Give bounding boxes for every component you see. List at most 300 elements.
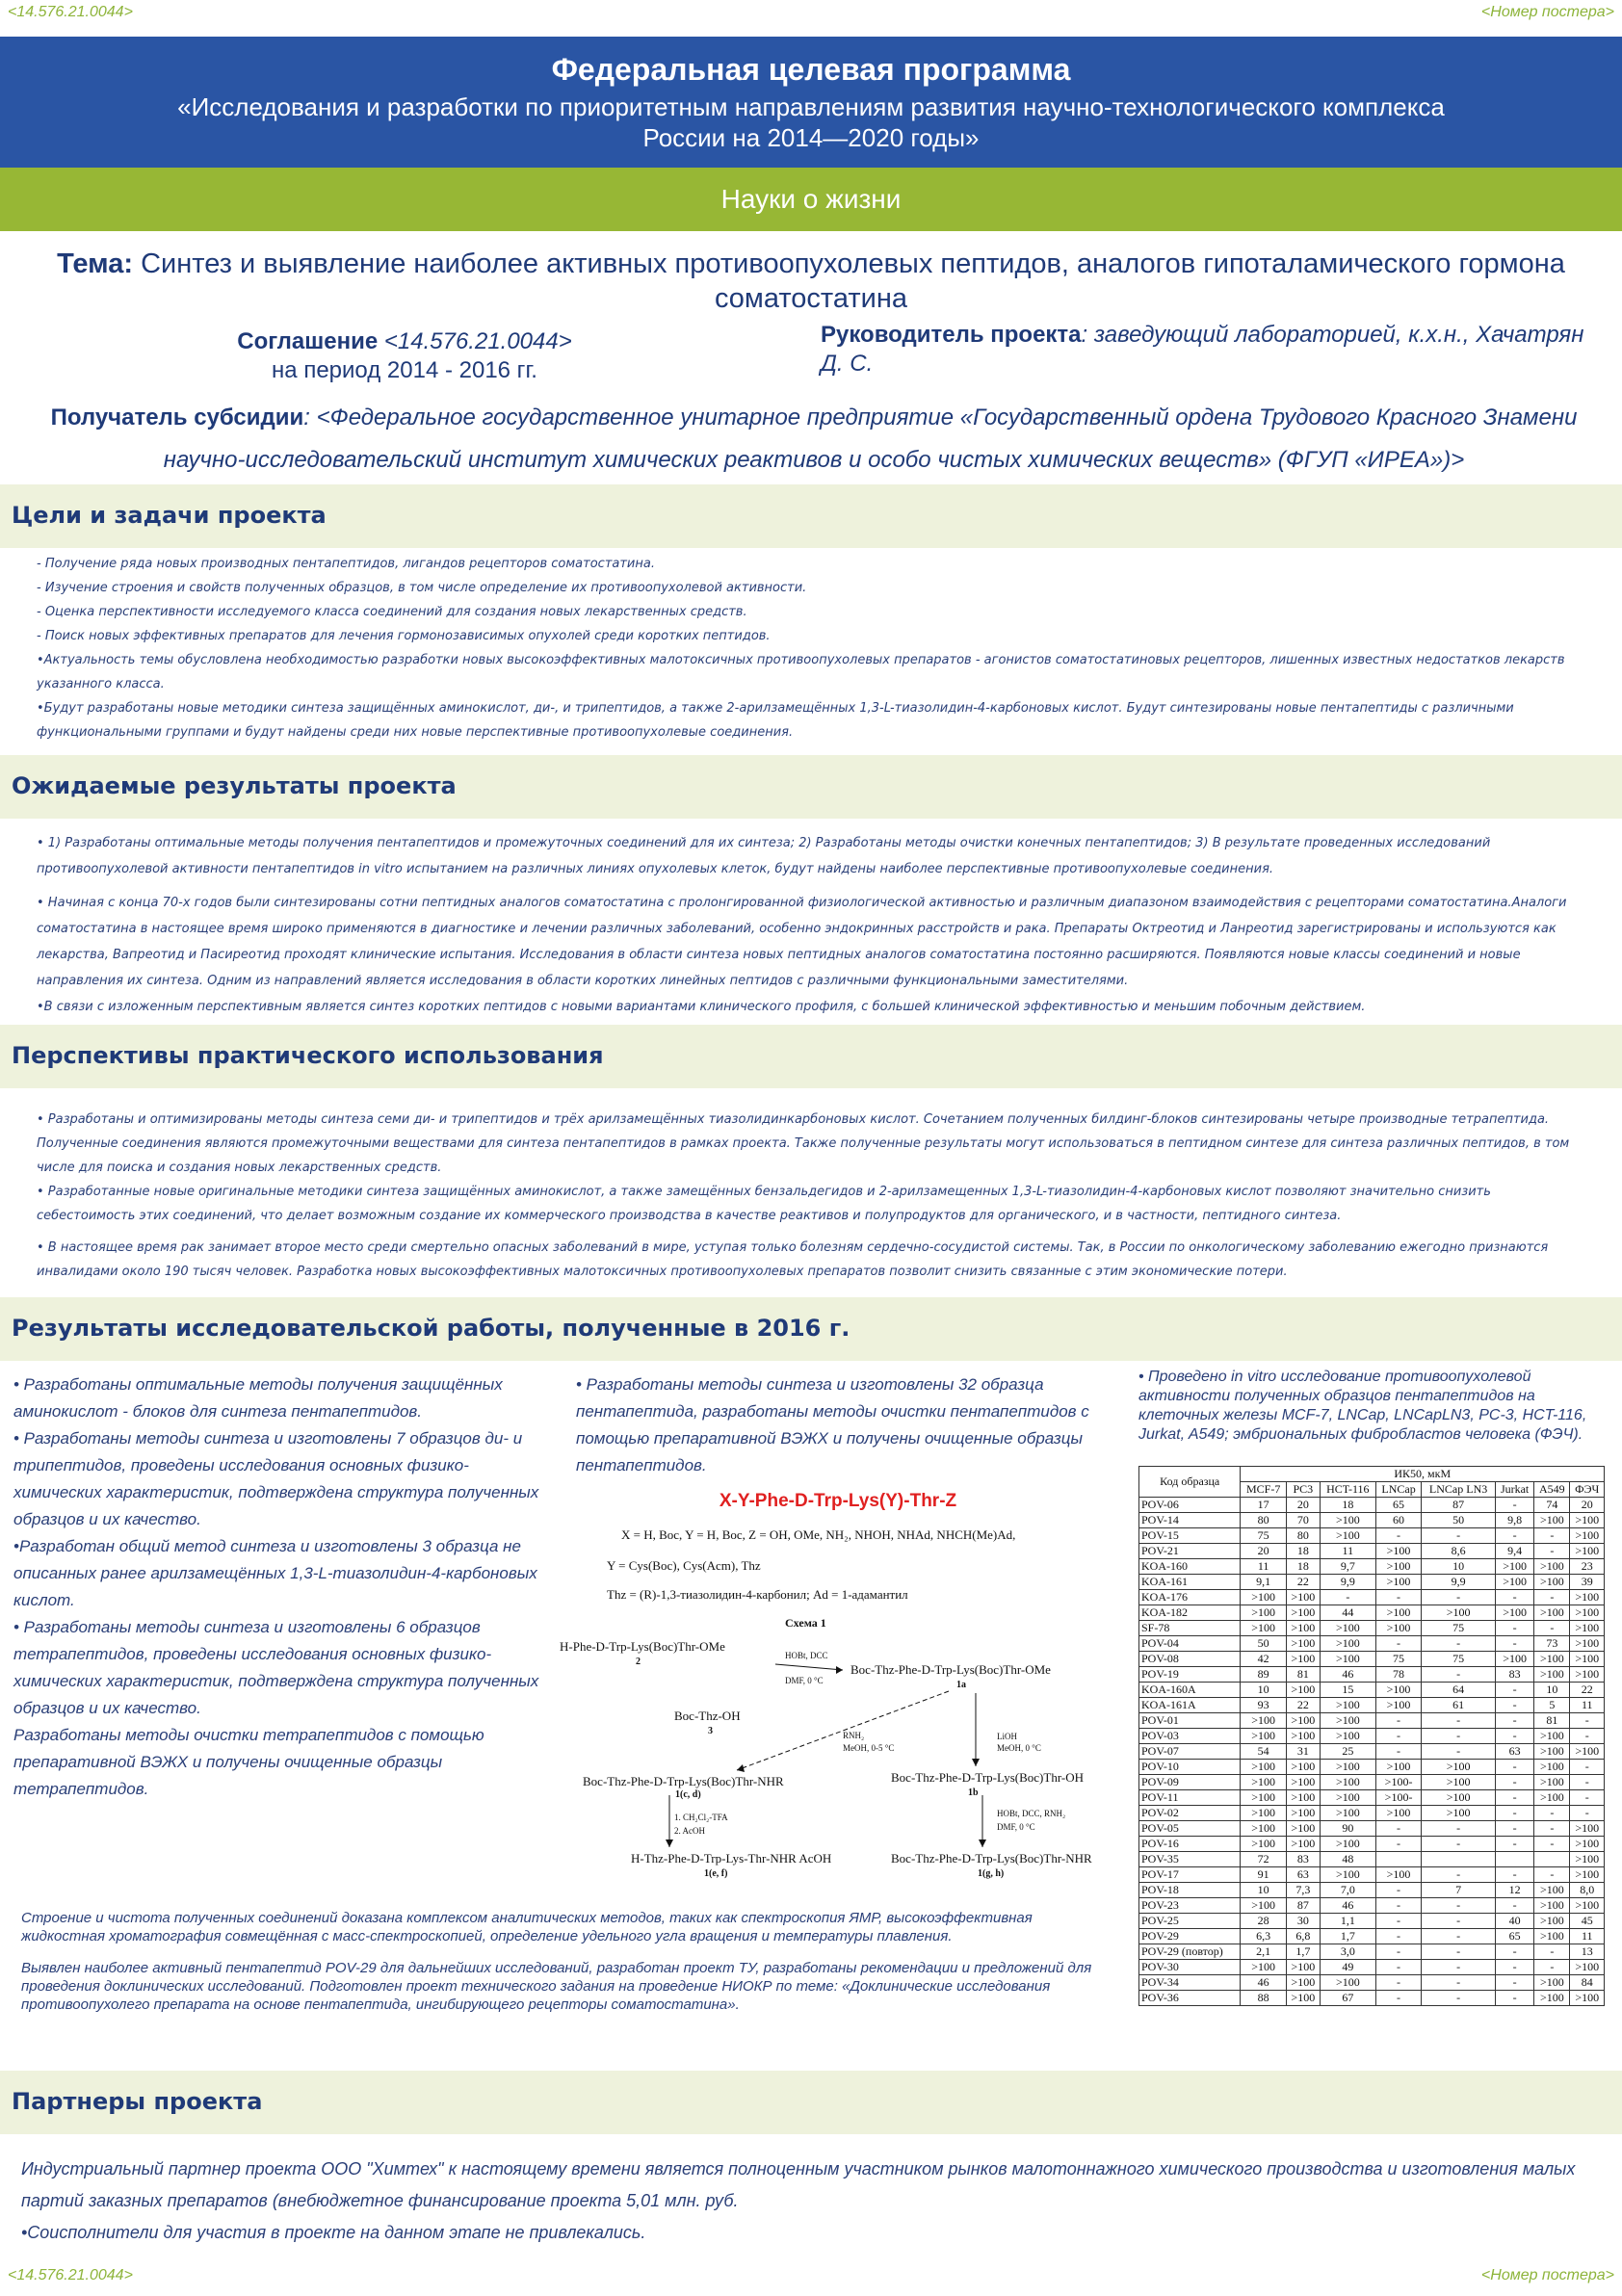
table-cell: 18	[1320, 1498, 1375, 1513]
table-row	[1139, 1652, 1605, 1667]
table-cell: >100	[1570, 1605, 1605, 1621]
table-cell: >100	[1286, 1760, 1320, 1775]
table-cell: -	[1570, 1729, 1605, 1744]
table-cell: 63	[1495, 1744, 1533, 1760]
table-cell: -	[1375, 1914, 1421, 1929]
table-cell: >100	[1286, 1775, 1320, 1790]
table-cell: >100	[1534, 1883, 1570, 1898]
table-cell-code: POV-05	[1139, 1821, 1241, 1837]
table-cell: 60	[1375, 1513, 1421, 1528]
table-cell: 49	[1320, 1960, 1375, 1975]
table-cell: -	[1375, 1991, 1421, 2006]
table-cell: >100	[1534, 1744, 1570, 1760]
table-cell-code: POV-34	[1139, 1975, 1241, 1991]
list-item: Выявлен наиболее активный пентапептид POV-29 для дальнейших исследований, разработан проект ТУ, разработаны рекомендации и предложений для проведения доклинических исследований. Подготовлен проект технического задания на проведение НИОКР по теме: «Доклинические исследования противоопухолего препарата на основе пентапептида, ингибирующего рецепторы соматостатина».	[21, 1960, 1092, 2013]
table-cell: 72	[1241, 1852, 1286, 1867]
table-cell: 28	[1241, 1914, 1286, 1929]
table-cell: 6,8	[1286, 1929, 1320, 1944]
table-cell: 7,3	[1286, 1883, 1320, 1898]
table-cell: -	[1570, 1806, 1605, 1821]
table-cell: >100	[1375, 1760, 1421, 1775]
reagent-1a: HOBt, DCC	[785, 1651, 828, 1660]
table-cell: >100	[1320, 1513, 1375, 1528]
partners-list	[21, 2153, 1601, 2249]
reagent-1b: DMF, 0 °C	[785, 1676, 824, 1685]
table-cell: -	[1422, 1729, 1496, 1744]
table-cell: -	[1534, 1867, 1570, 1883]
table-cell: >100	[1422, 1775, 1496, 1790]
table-cell: 20	[1570, 1498, 1605, 1513]
table-cell: -	[1375, 1975, 1421, 1991]
table-cell: -	[1534, 1621, 1570, 1636]
table-cell-code: POV-11	[1139, 1790, 1241, 1806]
list-item: • Разработаны оптимальные методы получения защищённых аминокислот - блоков для синтеза пентапептидов.	[13, 1375, 503, 1421]
table-cell: >100	[1286, 1636, 1320, 1652]
table-cell: >100	[1375, 1698, 1421, 1713]
results-bottom-text	[21, 1909, 1119, 2014]
table-cell: -	[1495, 1821, 1533, 1837]
table-cell-code: POV-15	[1139, 1528, 1241, 1544]
table-row	[1139, 1575, 1605, 1590]
table-cell: 15	[1320, 1683, 1375, 1698]
table-cell-code: POV-06	[1139, 1498, 1241, 1513]
recipient-label: Получатель субсидии	[50, 404, 304, 430]
table-cell: 75	[1241, 1528, 1286, 1544]
table-cell: -	[1534, 1544, 1570, 1559]
scheme-legend-2: Y = Cys(Boc), Cys(Acm), Thz	[607, 1558, 761, 1573]
table-cell: 50	[1422, 1513, 1496, 1528]
section-results-title: Результаты исследовательской работы, полученные в 2016 г.	[12, 1315, 850, 1342]
table-cell: 80	[1286, 1528, 1320, 1544]
table-row	[1139, 1698, 1605, 1713]
table-cell: >100	[1375, 1544, 1421, 1559]
table-cell: 91	[1241, 1867, 1286, 1883]
table-cell: -	[1375, 1883, 1421, 1898]
program-title: Федеральная целевая программа	[551, 52, 1071, 87]
table-row	[1139, 1898, 1605, 1914]
table-cell: 48	[1320, 1852, 1375, 1867]
table-cell: >100	[1286, 1806, 1320, 1821]
table-cell: 10	[1241, 1883, 1286, 1898]
table-row	[1139, 1544, 1605, 1559]
table-cell: 89	[1241, 1667, 1286, 1683]
table-cell: -	[1534, 1837, 1570, 1852]
table-cell-code: KOA-160	[1139, 1559, 1241, 1575]
table-cell: -	[1375, 1821, 1421, 1837]
table-row	[1139, 1914, 1605, 1929]
table-cell: >100	[1495, 1575, 1533, 1590]
list-item: Индустриальный партнер проекта ООО "Химтех" к настоящему времени является полноценным участником рынков малотоннажного химического производства и изготовления малых партий заказных препаратов (внебюджетное финансирование проекта 5,01 млн. руб.	[21, 2159, 1576, 2210]
compound-1ef: H-Thz-Phe-D-Trp-Lys-Thr-NHR AcOH	[631, 1851, 832, 1866]
table-cell: -	[1570, 1790, 1605, 1806]
ic50-table	[1138, 1466, 1605, 2006]
table-row	[1139, 1744, 1605, 1760]
table-row	[1139, 1636, 1605, 1652]
table-column-header: MCF-7	[1241, 1482, 1286, 1498]
table-cell	[1422, 1852, 1496, 1867]
table-cell: -	[1534, 1590, 1570, 1605]
topic	[29, 247, 1593, 316]
table-cell: 44	[1320, 1605, 1375, 1621]
table-cell: 61	[1422, 1698, 1496, 1713]
table-cell: >100-	[1375, 1775, 1421, 1790]
table-cell: >100	[1320, 1790, 1375, 1806]
table-cell-code: POV-03	[1139, 1729, 1241, 1744]
table-cell-code: POV-18	[1139, 1883, 1241, 1898]
project-leader	[821, 321, 1591, 378]
table-cell: >100	[1375, 1559, 1421, 1575]
table-cell: -	[1375, 1960, 1421, 1975]
table-cell: 10	[1422, 1559, 1496, 1575]
list-item: - Изучение строения и свойств полученных образцов, в том числе определение их противоопухолевой активности.	[37, 581, 807, 595]
table-cell: -	[1375, 1929, 1421, 1944]
table-cell: 11	[1570, 1698, 1605, 1713]
reagent-2b: MeOH, 0-5 °C	[843, 1743, 895, 1753]
table-cell: -	[1495, 1790, 1533, 1806]
table-cell: >100	[1422, 1760, 1496, 1775]
table-cell: >100	[1375, 1683, 1421, 1698]
list-item: •Будут разработаны новые методики синтеза защищённых аминокислот, ди-, и трипептидов, а также 2-арилзамещённых 1,3-L-тиазолидин-4-карбоновых кислот. Будут синтезированы новые пентапептиды с различными функциональными группами и будут найдены среди них новые перспективные противоопухолевые соединения.	[37, 701, 1514, 740]
table-cell: 9,9	[1320, 1575, 1375, 1590]
table-row	[1139, 1883, 1605, 1898]
table-cell: -	[1534, 1821, 1570, 1837]
table-cell: >100	[1422, 1790, 1496, 1806]
reagent-5b: DMF, 0 °C	[997, 1822, 1035, 1832]
subsidy-recipient	[19, 397, 1609, 482]
agreement	[154, 327, 655, 385]
table-cell: 81	[1286, 1667, 1320, 1683]
table-row	[1139, 1621, 1605, 1636]
table-cell: 64	[1422, 1683, 1496, 1698]
poster-id-top-left: <14.576.21.0044>	[8, 4, 133, 20]
table-cell: >100	[1570, 1852, 1605, 1867]
table-cell: -	[1422, 1991, 1496, 2006]
table-row	[1139, 1528, 1605, 1544]
section-expected-title: Ожидаемые результаты проекта	[12, 772, 457, 799]
table-cell: -	[1375, 1528, 1421, 1544]
table-cell: >100	[1286, 1837, 1320, 1852]
table-cell	[1375, 1852, 1421, 1867]
table-cell: >100	[1534, 1667, 1570, 1683]
table-cell: >100	[1286, 1713, 1320, 1729]
scheme-formula-title: X-Y-Phe-D-Trp-Lys(Y)-Thr-Z	[719, 1491, 957, 1511]
table-cell: >100	[1286, 1975, 1320, 1991]
table-cell: 3,0	[1320, 1944, 1375, 1960]
table-cell: -	[1422, 1528, 1496, 1544]
table-cell: -	[1495, 1898, 1533, 1914]
table-cell: 6,3	[1241, 1929, 1286, 1944]
table-cell: >100	[1320, 1713, 1375, 1729]
table-cell: 84	[1570, 1975, 1605, 1991]
list-item: •В связи с изложенным перспективным является синтез коротких пептидов с новыми вариантами клинического профиля, с большей клинической эффективностью и меньшим побочным действием.	[37, 1000, 1366, 1014]
table-cell: -	[1375, 1713, 1421, 1729]
table-cell: >100	[1286, 1652, 1320, 1667]
table-cell-code: POV-19	[1139, 1667, 1241, 1683]
table-cell: >100	[1241, 1960, 1286, 1975]
list-item: • Разработанные новые оригинальные методики синтеза защищённых аминокислот, а также замещённых бензальдегидов и 2-арилзамещенных 1,3-L-тиазолидин-4-карбоновых кислот позволяют значительно снизить себестоимость этих соединений, что делает возможным создание их коммерческого производства в качестве реактивов и полупродуктов для органического, и в частности, пептидного синтеза.	[37, 1185, 1491, 1223]
table-cell: >100	[1495, 1652, 1533, 1667]
table-cell: -	[1422, 1667, 1496, 1683]
table-cell: >100	[1534, 1652, 1570, 1667]
table-cell: >100	[1534, 1914, 1570, 1929]
table-row	[1139, 1975, 1605, 1991]
table-cell-code: POV-01	[1139, 1713, 1241, 1729]
scheme-legend-3: Thz = (R)-1,3-тиазолидин-4-карбонил; Ad = 1-адамантил	[607, 1587, 908, 1602]
table-cell: 30	[1286, 1914, 1320, 1929]
poster-number-top-right: <Номер постера>	[1480, 4, 1614, 20]
table-row	[1139, 1991, 1605, 2006]
table-cell: -	[1375, 1590, 1421, 1605]
table-cell: >100	[1570, 1898, 1605, 1914]
table-cell: >100	[1534, 1975, 1570, 1991]
poster-number-bottom-right: <Номер постера>	[1480, 2267, 1614, 2283]
table-cell: 80	[1241, 1513, 1286, 1528]
list-item: Разработаны методы очистки тетрапептидов с помощью препаративной ВЭЖХ и получены очищенные образцы тетрапептидов.	[13, 1726, 484, 1798]
table-cell-code: POV-36	[1139, 1991, 1241, 2006]
table-cell: 5	[1534, 1698, 1570, 1713]
table-cell-code: POV-07	[1139, 1744, 1241, 1760]
table-cell: -	[1422, 1929, 1496, 1944]
goals-list	[37, 552, 1578, 744]
table-cell: -	[1375, 1744, 1421, 1760]
agreement-label: Соглашение	[237, 328, 379, 354]
table-head-group: ИК50, мкМ	[1241, 1467, 1605, 1482]
compound-2: H-Phe-D-Trp-Lys(Boc)Thr-OMe	[560, 1639, 725, 1654]
table-cell: >100	[1570, 1837, 1605, 1852]
compound-1cd: Boc-Thz-Phe-D-Trp-Lys(Boc)Thr-NHR	[583, 1774, 784, 1788]
table-cell: -	[1495, 1775, 1533, 1790]
list-item: • Разработаны методы синтеза и изготовлены 6 образцов тетрапептидов, проведены исследования основных физико-химических характеристик, подтверждена структура полученных образцов и их качество.	[13, 1618, 539, 1717]
scheme-legend-1: X = H, Boc, Y = H, Boc, Z = OH, OMe, NH₂, NHOH, NHAd, NHCH(Me)Ad,	[621, 1527, 1016, 1542]
table-cell: >100	[1570, 1636, 1605, 1652]
section-goals-title: Цели и задачи проекта	[12, 502, 327, 529]
table-cell: >100	[1241, 1790, 1286, 1806]
results-mid-text: • Разработаны методы синтеза и изготовлены 32 образца пентапептида, разработаны методы очистки пентапептидов с помощью препаративной ВЭЖХ и получены очищенные образцы пентапептидов.	[576, 1375, 1089, 1474]
list-item: - Оценка перспективности исследуемого класса соединений для создания новых лекарственных средств.	[37, 605, 747, 619]
section-results	[0, 1297, 1622, 1361]
table-cell: 40	[1495, 1914, 1533, 1929]
table-cell-code: POV-29 (повтор)	[1139, 1944, 1241, 1960]
table-cell: 7	[1422, 1883, 1496, 1898]
table-cell: >100	[1570, 1544, 1605, 1559]
table-cell: -	[1495, 1713, 1533, 1729]
table-row	[1139, 1760, 1605, 1775]
table-row	[1139, 1590, 1605, 1605]
table-cell-code: KOA-182	[1139, 1605, 1241, 1621]
table-row	[1139, 1806, 1605, 1821]
table-cell: >100	[1534, 1559, 1570, 1575]
table-cell: >100	[1286, 1590, 1320, 1605]
table-cell: 7,0	[1320, 1883, 1375, 1898]
table-cell: -	[1570, 1713, 1605, 1729]
table-cell: 13	[1570, 1944, 1605, 1960]
table-cell: -	[1495, 1991, 1533, 2006]
table-cell: 81	[1534, 1713, 1570, 1729]
compound-1b-num: 1b	[968, 1787, 979, 1798]
table-cell: -	[1495, 1729, 1533, 1744]
table-cell: 83	[1495, 1667, 1533, 1683]
table-cell: 78	[1375, 1667, 1421, 1683]
table-cell: -	[1422, 1636, 1496, 1652]
table-cell: 88	[1241, 1991, 1286, 2006]
table-cell: 45	[1570, 1914, 1605, 1929]
table-cell: >100	[1375, 1867, 1421, 1883]
table-cell-code: SF-78	[1139, 1621, 1241, 1636]
table-cell-code: POV-25	[1139, 1914, 1241, 1929]
table-cell: 75	[1422, 1621, 1496, 1636]
table-column-header: Jurkat	[1495, 1482, 1533, 1498]
table-row	[1139, 1944, 1605, 1960]
table-cell	[1534, 1852, 1570, 1867]
table-cell: 10	[1241, 1683, 1286, 1698]
list-item: •Соисполнители для участия в проекте на данном этапе не привлекались.	[21, 2223, 646, 2242]
table-cell: -	[1534, 1944, 1570, 1960]
table-cell: >100	[1286, 1683, 1320, 1698]
scheme-arrows	[554, 1485, 1132, 1890]
table-cell: 1,1	[1320, 1914, 1375, 1929]
table-column-header: HCT-116	[1320, 1482, 1375, 1498]
topic-label: Тема:	[57, 248, 134, 279]
table-cell: -	[1422, 1960, 1496, 1975]
table-cell-code: POV-10	[1139, 1760, 1241, 1775]
table-cell: -	[1495, 1590, 1533, 1605]
table-cell: >100	[1422, 1806, 1496, 1821]
table-cell: >100	[1570, 1513, 1605, 1528]
table-cell: >100	[1534, 1775, 1570, 1790]
section-partners	[0, 2071, 1622, 2134]
section-expected	[0, 755, 1622, 819]
table-cell: 11	[1320, 1544, 1375, 1559]
section-goals	[0, 484, 1622, 548]
table-cell: 65	[1375, 1498, 1421, 1513]
table-cell: 8,0	[1570, 1883, 1605, 1898]
table-cell: >100	[1534, 1790, 1570, 1806]
table-cell: >100	[1241, 1806, 1286, 1821]
list-item: • Разработаны методы синтеза и изготовлены 7 образцов ди- и трипептидов, проведены исследования основных физико-химических характеристик, подтверждена структура полученных образцов и их качество.	[13, 1429, 539, 1528]
list-item: •Разработан общий метод синтеза и изготовлены 3 образца не описанных ранее арилзамещённых 1,3-L-тиазолидин-4-карбоновых кислот.	[13, 1537, 537, 1609]
table-cell: 1,7	[1286, 1944, 1320, 1960]
table-row	[1139, 1790, 1605, 1806]
table-cell: >100	[1320, 1729, 1375, 1744]
arrow-to-1gh-head	[979, 1839, 986, 1847]
table-cell-code: POV-08	[1139, 1652, 1241, 1667]
table-cell: 39	[1570, 1575, 1605, 1590]
table-cell: >100	[1534, 1605, 1570, 1621]
compound-1a: Boc-Thz-Phe-D-Trp-Lys(Boc)Thr-OMe	[850, 1662, 1051, 1677]
table-cell: >100	[1570, 1991, 1605, 2006]
table-cell: 11	[1241, 1559, 1286, 1575]
table-cell-code: POV-35	[1139, 1852, 1241, 1867]
reagent-5a: HOBt, DCC, RNH₂	[997, 1809, 1066, 1818]
prospects-list	[37, 1108, 1578, 1284]
results-right-intro: • Проведено in vitro исследование противоопухолевой активности полученных образцов пентапептидов на клеточных железы MCF-7, LNCap, LNCapLN3, PC-3, HCT-116, Jurkat, A549; эмбриональных фибробластов человека (ФЭЧ).	[1138, 1369, 1587, 1443]
table-cell: 9,4	[1495, 1544, 1533, 1559]
table-cell: -	[1422, 1744, 1496, 1760]
table-row	[1139, 1513, 1605, 1528]
table-cell: >100	[1570, 1867, 1605, 1883]
table-cell: 67	[1320, 1991, 1375, 2006]
table-cell: 8,6	[1422, 1544, 1496, 1559]
table-cell: 22	[1570, 1683, 1605, 1698]
table-row	[1139, 1667, 1605, 1683]
table-row	[1139, 1821, 1605, 1837]
table-head-code: Код образца	[1139, 1467, 1241, 1498]
table-cell: -	[1422, 1975, 1496, 1991]
recipient-text: : <Федеральное государственное унитарное предприятие «Государственный ордена Трудового Красного Знамени научно-исследовательский институт химических реактивов и особо чистых химических веществ» (ФГУП «ИРЕА»)>	[163, 404, 1578, 473]
table-cell: >100	[1570, 1528, 1605, 1544]
table-cell: -	[1422, 1713, 1496, 1729]
leader-label: Руководитель проекта	[821, 322, 1082, 348]
table-cell-code: KOA-176	[1139, 1590, 1241, 1605]
table-cell: >100	[1534, 1729, 1570, 1744]
table-cell-code: POV-21	[1139, 1544, 1241, 1559]
arrow-to-1cd	[737, 1691, 949, 1770]
table-cell: >100	[1570, 1960, 1605, 1975]
compound-1gh-num: 1(g, h)	[978, 1868, 1005, 1879]
table-cell: >100	[1241, 1898, 1286, 1914]
table-cell: >100	[1241, 1821, 1286, 1837]
table-cell: >100	[1241, 1590, 1286, 1605]
list-item: - Поиск новых эффективных препаратов для лечения гормонозависимых опухолей среди коротких пептидов.	[37, 629, 771, 643]
table-cell: 87	[1286, 1898, 1320, 1914]
list-item: - Получение ряда новых производных пентапептидов, лигандов рецепторов соматостатина.	[37, 557, 655, 571]
agreement-number: <14.576.21.0044>	[383, 328, 572, 354]
table-row	[1139, 1837, 1605, 1852]
table-cell: -	[1422, 1914, 1496, 1929]
arrow-to-1a-head	[836, 1666, 843, 1674]
table-cell: -	[1570, 1760, 1605, 1775]
table-cell: -	[1422, 1867, 1496, 1883]
table-row	[1139, 1960, 1605, 1975]
table-cell: >100	[1320, 1652, 1375, 1667]
table-cell: -	[1495, 1498, 1533, 1513]
reagent-3b: MeOH, 0 °C	[997, 1743, 1041, 1753]
table-cell: 9,8	[1495, 1513, 1533, 1528]
table-cell: 50	[1241, 1636, 1286, 1652]
table-cell: -	[1495, 1683, 1533, 1698]
table-cell: >100	[1320, 1867, 1375, 1883]
table-cell-code: POV-09	[1139, 1775, 1241, 1790]
table-cell: -	[1375, 1729, 1421, 1744]
list-item: • В настоящее время рак занимает второе место среди смертельно опасных заболеваний в мире, уступая только болезням сердечно-сосудистой системы. Так, в России по онкологическому заболеванию ежегодно признаются инвалидами около 190 тысяч человек. Разработка новых высокоэффективных малотоксичных противоопухолевых препаратов позволит снизить связанные с этим экономические потери.	[37, 1240, 1549, 1279]
table-cell: 70	[1286, 1513, 1320, 1528]
table-row	[1139, 1729, 1605, 1744]
list-item: • 1) Разработаны оптимальные методы получения пентапептидов и промежуточных соединений для их синтеза; 2) Разработаны методы очистки конечных пентапептидов; 3) В результате проведенных исследований противоопухолевой активности пентапептидов in vitro испытанием на различных линиях опухолевых клеток, будут найдены наиболее перспективные противоопухолевые соединения.	[37, 836, 1491, 876]
table-cell: -	[1375, 1636, 1421, 1652]
scheme-label: Схема 1	[785, 1616, 826, 1630]
leader-text: : заведующий лабораторией, к.х.н., Хачатрян Д. С.	[821, 322, 1584, 377]
table-cell: >100	[1570, 1652, 1605, 1667]
poster-id-bottom-left: <14.576.21.0044>	[8, 2267, 133, 2283]
table-cell: -	[1495, 1975, 1533, 1991]
list-item: Строение и чистота полученных соединений доказана комплексом аналитических методов, таких как спектроскопия ЯМР, высокоэффективная жидкостная хроматография совмещённая с масс-спектроскопией, определение удельного угла вращения и температуры плавления.	[21, 1910, 1033, 1944]
table-cell: 90	[1320, 1821, 1375, 1837]
table-cell: >100	[1375, 1605, 1421, 1621]
table-cell: 22	[1286, 1698, 1320, 1713]
table-cell: >100	[1320, 1975, 1375, 1991]
compound-1cd-num: 1(c, d)	[675, 1789, 701, 1800]
table-cell: >100	[1570, 1821, 1605, 1837]
table-cell: 65	[1495, 1929, 1533, 1944]
synthesis-scheme	[554, 1485, 1132, 1890]
table-cell: 18	[1286, 1544, 1320, 1559]
table-cell: 93	[1241, 1698, 1286, 1713]
table-cell: -	[1422, 1821, 1496, 1837]
table-cell: >100	[1320, 1837, 1375, 1852]
table-cell: 83	[1286, 1852, 1320, 1867]
table-cell: >100	[1286, 1729, 1320, 1744]
table-cell: >100	[1320, 1636, 1375, 1652]
